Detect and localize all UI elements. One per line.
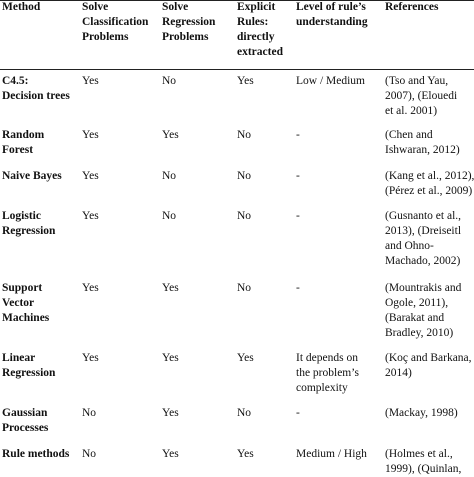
row-method: [2, 447, 74, 462]
row-classification: No: [82, 407, 97, 419]
reference-line: Machado, 2002): [385, 255, 461, 267]
header-regression: [162, 0, 236, 45]
header-level-line: Level of rule’s: [296, 1, 366, 13]
row-method: [2, 281, 74, 326]
header-regression-line: Problems: [162, 31, 209, 43]
reference-line: 2014): [385, 367, 412, 379]
row-references: [385, 406, 473, 421]
reference-line: (Gusnanto et al.,: [385, 210, 462, 222]
method-line: Regression: [2, 367, 56, 379]
row-regression: Yes: [162, 407, 179, 419]
method-line: Machines: [2, 312, 50, 324]
method-line: Rule methods: [2, 448, 70, 460]
row-references: [385, 74, 473, 119]
reference-line: et al. 2001): [385, 105, 438, 117]
level-line: It depends on: [296, 352, 358, 364]
level-line: -: [296, 210, 300, 222]
header-regression-line: Regression: [162, 16, 216, 28]
header-regression-line: Solve: [162, 1, 189, 13]
row-regression: Yes: [162, 282, 179, 294]
header-classification-line: Classification: [82, 16, 149, 28]
level-line: complexity: [296, 382, 348, 394]
row-explicit-rules: No: [237, 282, 252, 294]
reference-line: (Tso and Yau,: [385, 75, 449, 87]
row-method: [2, 128, 74, 158]
method-line: Decision trees: [2, 90, 70, 102]
row-references: [385, 351, 473, 381]
method-line: Processes: [2, 422, 49, 434]
header-explicit-line: extracted: [237, 46, 283, 58]
row-regression: No: [162, 75, 177, 87]
reference-line: (Chen and: [385, 129, 433, 141]
row-understanding-level: [296, 447, 378, 462]
row-explicit-rules: Yes: [237, 352, 254, 364]
row-method: [2, 351, 74, 381]
row-understanding-level: [296, 74, 378, 89]
row-explicit-rules: No: [237, 407, 252, 419]
row-classification: Yes: [82, 352, 99, 364]
level-line: the problem’s: [296, 367, 359, 379]
row-references: [385, 209, 473, 269]
row-references: [385, 447, 473, 477]
row-classification: Yes: [82, 282, 99, 294]
method-line: Gaussian: [2, 407, 48, 419]
row-references: [385, 281, 473, 341]
header-classification-line: Problems: [82, 31, 129, 43]
reference-line: 1999), (Quinlan,: [385, 463, 462, 475]
row-understanding-level: [296, 281, 378, 296]
row-explicit-rules: No: [237, 210, 252, 222]
level-line: Low / Medium: [296, 75, 365, 87]
method-line: Vector: [2, 297, 35, 309]
reference-line: Bradley, 2010): [385, 327, 454, 339]
level-line: -: [296, 170, 300, 182]
method-line: Logistic: [2, 210, 41, 222]
reference-line: (Barakat and: [385, 312, 445, 324]
level-line: -: [296, 407, 300, 419]
row-regression: No: [162, 170, 177, 182]
row-method: [2, 209, 74, 239]
row-understanding-level: [296, 406, 378, 421]
row-understanding-level: [296, 128, 378, 143]
reference-line: Ishwaran, 2012): [385, 144, 460, 156]
row-classification: Yes: [82, 129, 99, 141]
row-regression: Yes: [162, 448, 179, 460]
row-regression: No: [162, 210, 177, 222]
row-regression: Yes: [162, 352, 179, 364]
row-understanding-level: [296, 209, 378, 224]
header-classification: [82, 0, 156, 45]
row-understanding-level: [296, 169, 378, 184]
row-explicit-rules: No: [237, 129, 252, 141]
method-line: Support: [2, 282, 43, 294]
reference-line: (Kang et al., 2012),: [385, 170, 474, 182]
row-references: [385, 128, 473, 158]
method-line: Random: [2, 129, 45, 141]
header-explicit-rules: [237, 0, 289, 60]
row-explicit-rules: Yes: [237, 75, 254, 87]
level-line: Medium / High: [296, 448, 367, 460]
row-understanding-level: [296, 351, 378, 396]
header-level-line: understanding: [296, 16, 368, 28]
header-understanding-level: [296, 0, 378, 30]
method-line: Forest: [2, 144, 34, 156]
row-explicit-rules: No: [237, 170, 252, 182]
row-classification: Yes: [82, 170, 99, 182]
row-explicit-rules: Yes: [237, 448, 254, 460]
row-method: [2, 406, 74, 436]
row-classification: Yes: [82, 210, 99, 222]
header-explicit-line: Rules:: [237, 16, 269, 28]
header-classification-line: Solve: [82, 1, 109, 13]
method-line: C4.5:: [2, 75, 29, 87]
header-method: [2, 0, 74, 15]
reference-line: (Koç and Barkana,: [385, 352, 472, 364]
row-method: [2, 74, 74, 104]
reference-line: (Pérez et al., 2009): [385, 185, 473, 197]
reference-line: 2007), (Elouedi: [385, 90, 458, 102]
reference-line: and Ohno-: [385, 240, 434, 252]
reference-line: 2013), (Dreiseitl: [385, 225, 462, 237]
row-references: [385, 169, 473, 199]
reference-line: (Mountrakis and: [385, 282, 462, 294]
reference-line: (Mackay, 1998): [385, 407, 458, 419]
header-explicit-line: directly: [237, 31, 275, 43]
level-line: -: [296, 282, 300, 294]
reference-line: (Holmes et al.,: [385, 448, 453, 460]
row-classification: No: [82, 448, 97, 460]
header-method-line: Method: [2, 1, 41, 13]
row-regression: Yes: [162, 129, 179, 141]
row-classification: Yes: [82, 75, 99, 87]
reference-line: Ogole, 2011),: [385, 297, 449, 309]
header-references-line: References: [385, 1, 439, 13]
level-line: -: [296, 129, 300, 141]
method-line: Naive Bayes: [2, 170, 62, 182]
method-line: Linear: [2, 352, 36, 364]
header-references: [385, 0, 473, 15]
method-line: Regression: [2, 225, 56, 237]
row-method: [2, 169, 74, 184]
header-explicit-line: Explicit: [237, 1, 276, 13]
header-separator-rule: [0, 69, 474, 70]
